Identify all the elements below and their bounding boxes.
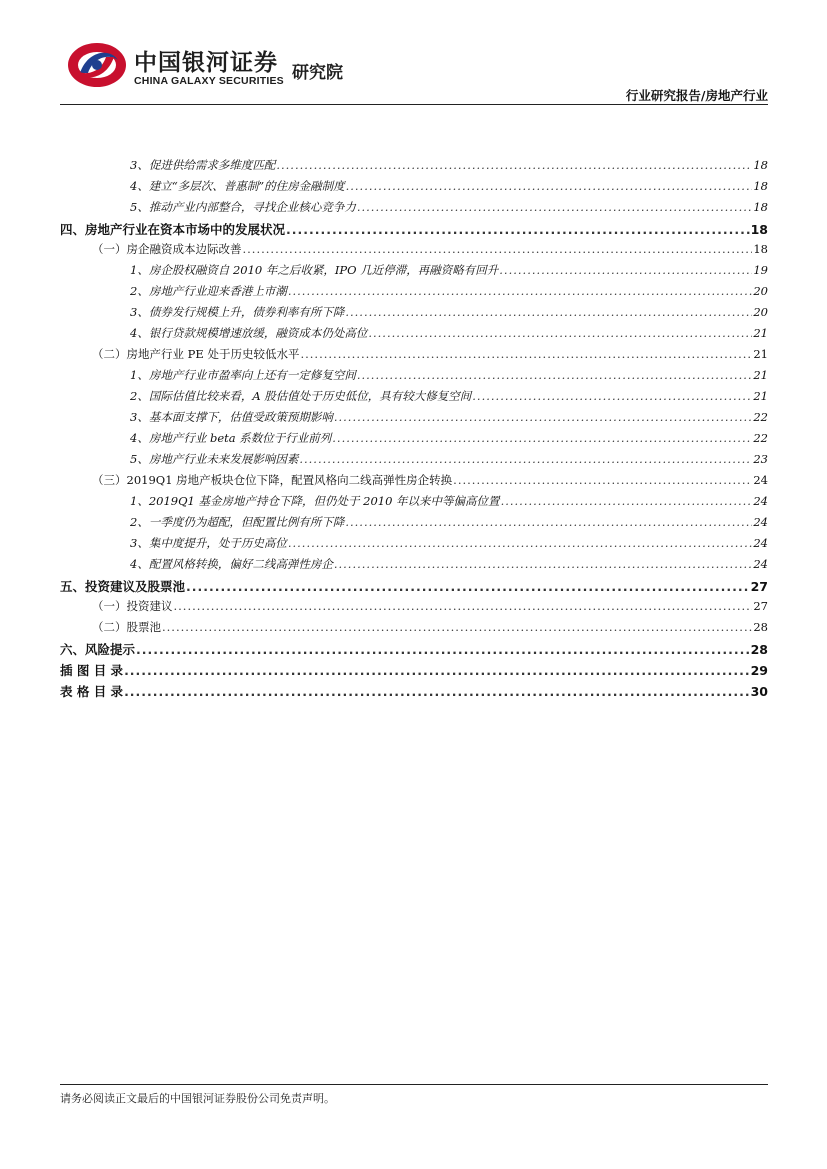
toc-entry[interactable] [0, 157, 827, 177]
toc-leader-dots [334, 410, 753, 424]
toc-entry[interactable] [0, 556, 827, 576]
toc-entry[interactable] [0, 178, 827, 198]
toc-leader-dots [334, 557, 753, 571]
toc-entry[interactable] [0, 535, 827, 555]
toc-entry-title: 2、国际估值比较来看，A 股估值处于历史低位，具有较大修复空间 [130, 389, 472, 403]
toc-entry-line [130, 388, 768, 404]
toc-entry-title: 3、债券发行规模上升，债券利率有所下降 [130, 305, 345, 319]
toc-entry-page: 21 [753, 326, 768, 340]
toc-leader-dots [345, 515, 752, 529]
toc-entry-page: 29 [750, 663, 768, 678]
toc-entry-line [60, 640, 768, 658]
toc-entry[interactable] [0, 199, 827, 219]
footer-divider [60, 1084, 768, 1085]
toc-entry-line [130, 283, 768, 299]
toc-entry-line [130, 493, 768, 509]
toc-entry-page: 18 [753, 242, 768, 256]
toc-entry-line [130, 325, 768, 341]
brand-name-cn: 中国银河证券 [134, 50, 278, 76]
toc-entry-line [60, 682, 768, 700]
toc-entry-line [130, 157, 768, 173]
china-galaxy-logo-icon [66, 40, 128, 90]
toc-entry[interactable] [0, 430, 827, 450]
toc-leader-dots [332, 431, 752, 445]
toc-entry-page: 22 [753, 410, 768, 424]
toc-entry-page: 24 [753, 557, 768, 571]
toc-entry-title: 五、投资建议及股票池 [60, 579, 186, 594]
toc-leader-dots [472, 389, 752, 403]
toc-entry-page: 30 [750, 684, 768, 699]
toc-entry-line [60, 577, 768, 595]
toc-entry-line [92, 346, 768, 362]
toc-entry-page: 18 [753, 158, 768, 172]
toc-entry-line [130, 262, 768, 278]
toc-leader-dots [499, 263, 752, 277]
toc-leader-dots [136, 642, 750, 657]
toc-leader-dots [174, 599, 753, 613]
toc-entry-title: （一）投资建议 [92, 599, 173, 613]
toc-entry-page: 27 [753, 599, 768, 613]
toc-entry-line [130, 178, 768, 194]
toc-leader-dots [124, 684, 750, 699]
toc-entry[interactable] [0, 325, 827, 345]
footer-disclaimer: 请务必阅读正文最后的中国银河证券股份公司免责声明。 [60, 1092, 335, 1105]
toc-entry-title: 2、一季度仍为超配，但配置比例有所下降 [130, 515, 345, 529]
toc-leader-dots [453, 473, 752, 487]
toc-entry[interactable] [0, 451, 827, 471]
toc-entry[interactable] [0, 598, 827, 618]
toc-entry-page: 24 [753, 515, 768, 529]
toc-leader-dots [243, 242, 753, 256]
toc-entry[interactable] [0, 304, 827, 324]
toc-entry-title: 六、风险提示 [60, 642, 136, 657]
toc-entry-page: 18 [750, 222, 768, 237]
toc-entry-title: 3、基本面支撑下，估值受政策预期影响 [130, 410, 333, 424]
toc-entry-title: （二）房地产行业 PE 处于历史较低水平 [92, 347, 300, 361]
toc-leader-dots [300, 347, 752, 361]
toc-leader-dots [299, 452, 752, 466]
toc-entry-line [130, 514, 768, 530]
toc-entry[interactable] [0, 493, 827, 513]
toc-entry[interactable] [0, 640, 827, 660]
page-header [0, 0, 827, 110]
toc-entry[interactable] [0, 514, 827, 534]
toc-leader-dots [162, 620, 752, 634]
toc-entry[interactable] [0, 409, 827, 429]
toc-leader-dots [286, 222, 750, 237]
toc-entry-page: 19 [753, 263, 768, 277]
toc-entry-page: 23 [753, 452, 768, 466]
toc-entry-line [92, 619, 768, 635]
toc-entry-line [130, 409, 768, 425]
toc-leader-dots [124, 663, 750, 678]
institute-label: 研究院 [292, 63, 343, 83]
toc-leader-dots [346, 179, 753, 193]
toc-entry-title: 4、银行贷款规模增速放缓，融资成本仍处高位 [130, 326, 368, 340]
toc-entry[interactable] [0, 262, 827, 282]
toc-entry-line [60, 220, 768, 238]
toc-entry-page: 28 [750, 642, 768, 657]
toc-entry[interactable] [0, 346, 827, 366]
toc-entry-title: 4、建立“多层次、普惠制”的住房金融制度 [130, 179, 345, 193]
toc-leader-dots [345, 305, 752, 319]
toc-entry-title: 1、2019Q1 基金房地产持仓下降，但仍处于 2010 年以来中等偏高位置 [130, 494, 500, 508]
toc-entry-page: 22 [753, 431, 768, 445]
toc-entry[interactable] [0, 661, 827, 681]
toc-leader-dots [186, 579, 750, 594]
toc-entry-title: 4、房地产行业 beta 系数位于行业前列 [130, 431, 332, 445]
toc-entry-page: 21 [753, 389, 768, 403]
toc-entry-page: 24 [753, 473, 768, 487]
toc-entry[interactable] [0, 472, 827, 492]
toc-entry[interactable] [0, 682, 827, 702]
toc-entry[interactable] [0, 619, 827, 639]
toc-entry-line [130, 199, 768, 215]
toc-entry-title: 2、房地产行业迎来香港上市潮 [130, 284, 287, 298]
header-divider [60, 104, 768, 105]
toc-entry-title: 表 格 目 录 [60, 684, 124, 699]
toc-entry-page: 20 [753, 284, 768, 298]
toc-entry-title: （三）2019Q1 房地产板块仓位下降，配置风格向二线高弹性房企转换 [92, 473, 453, 487]
report-type: 行业研究报告/房地产行业 [625, 88, 768, 103]
toc-entry-title: 3、集中度提升，处于历史高位 [130, 536, 287, 550]
brand-name-en: CHINA GALAXY SECURITIES [134, 75, 284, 87]
toc-entry-line [130, 535, 768, 551]
toc-entry-line [130, 367, 768, 383]
toc-entry[interactable] [0, 367, 827, 387]
toc-entry-page: 28 [753, 620, 768, 634]
toc-leader-dots [288, 284, 753, 298]
toc-entry[interactable] [0, 283, 827, 303]
toc-entry-title: 插 图 目 录 [60, 663, 124, 678]
toc-entry-line [92, 241, 768, 257]
toc-entry-line [130, 556, 768, 572]
toc-entry-line [130, 451, 768, 467]
toc-entry-line [92, 598, 768, 614]
toc-entry-title: 四、房地产行业在资本市场中的发展状况 [60, 222, 286, 237]
toc-leader-dots [276, 158, 752, 172]
toc-entry-line [92, 472, 768, 488]
toc-entry-title: 1、房地产行业市盈率向上还有一定修复空间 [130, 368, 356, 382]
toc-entry-title: 5、推动产业内部整合，寻找企业核心竞争力 [130, 200, 356, 214]
toc-entry-title: 5、房地产行业未来发展影响因素 [130, 452, 299, 466]
toc-entry-page: 18 [753, 179, 768, 193]
toc-entry-page: 21 [753, 368, 768, 382]
toc-entry-line [130, 304, 768, 320]
toc-leader-dots [368, 326, 752, 340]
toc-entry-page: 27 [750, 579, 768, 594]
toc-entry-page: 20 [753, 305, 768, 319]
toc-entry-title: 1、房企股权融资自 2010 年之后收紧，IPO 几近停滞，再融资略有回升 [130, 263, 499, 277]
toc-entry-title: 4、配置风格转换，偏好二线高弹性房企 [130, 557, 333, 571]
toc-entry-line [60, 661, 768, 679]
toc-entry-title: 3、促进供给需求多维度匹配 [130, 158, 276, 172]
toc-entry-page: 24 [753, 494, 768, 508]
toc-leader-dots [357, 368, 753, 382]
toc-leader-dots [357, 200, 753, 214]
toc-entry[interactable] [0, 241, 827, 261]
toc-entry-page: 21 [753, 347, 768, 361]
toc-entry-title: （二）股票池 [92, 620, 161, 634]
toc-entry[interactable] [0, 220, 827, 240]
toc-entry-title: （一）房企融资成本边际改善 [92, 242, 242, 256]
toc-entry-line [130, 430, 768, 446]
toc-entry[interactable] [0, 577, 827, 597]
toc-entry-page: 24 [753, 536, 768, 550]
toc-entry[interactable] [0, 388, 827, 408]
toc-entry-page: 18 [753, 200, 768, 214]
toc-leader-dots [288, 536, 753, 550]
toc-leader-dots [501, 494, 753, 508]
